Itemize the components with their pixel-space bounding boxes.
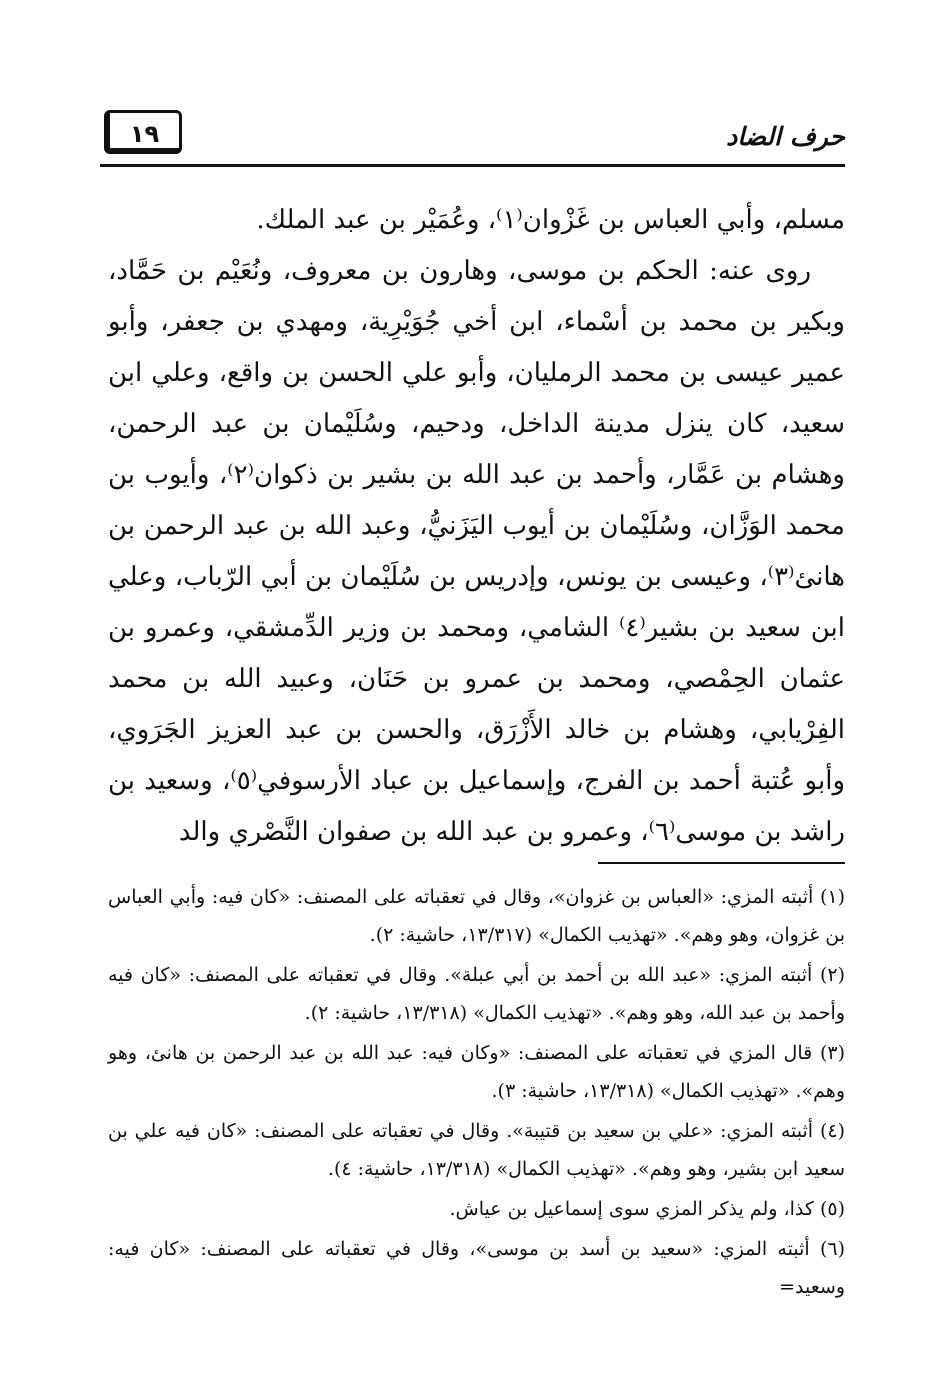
chapter-title: حرف الضاد	[726, 122, 845, 151]
paragraph-narrators: روى عنه: الحكم بن موسى، وهارون بن معروف، ونُعَيْم بن حَمَّاد، وبكير بن محمد بن أسْماء، ابن أخي جُوَيْرِية، ومهدي بن جعفر، وأبو عمير عيسى بن محمد الرمليان، وأبو علي الحسن بن واقع، وعلي ابن سعيد، كان ينزل مدينة الداخل، ودحيم، وسُلَيْمان بن عبد الرحمن، وهشام بن عَمَّار، وأحمد بن عبد الله بن بشير بن ذكوان⁽٢⁾، وأيوب بن محمد الوَزَّان، وسُلَيْمان بن أيوب اليَزَنيُّ، وعبد الله بن عبد الرحمن بن هانئ⁽٣⁾، وعيسى بن يونس، وإدريس بن سُلَيْمان بن أبي الرّباب، وعلي ابن سعيد بن بشير⁽٤⁾ الشامي، ومحمد بن وزير الدِّمشقي، وعمرو بن عثمان الحِمْصي، ومحمد بن عمرو بن حَنَان، وعبيد الله بن محمد الفِرْيابي، وهشام بن خالد الأَزْرَق، والحسن بن عبد العزيز الجَرَوي، وأبو عُتبة أحمد بن الفرج، وإسماعيل بن عباد الأرسوفي⁽٥⁾، وسعيد بن راشد بن موسى⁽٦⁾، وعمرو بن عبد الله بن صفوان النَّصْري والد	[108, 256, 845, 847]
footnote-text: أثبته المزي: «عبد الله بن أحمد بن أبي عبلة». وقال في تعقباته على المصنف: «كان فيه وأحمد بن عبد الله، وهو وهم». «تهذيب الكمال» (١٣/٣١٨، حاشية: ٢).	[108, 964, 845, 1024]
footnote-4	[108, 1112, 845, 1188]
footnote-text: أثبته المزي: «العباس بن غزوان»، وقال في تعقباته على المصنف: «كان فيه: وأبي العباس بن غزوان، وهو وهم». «تهذيب الكمال» (١٣/٣١٧، حاشية: ٢).	[108, 886, 845, 946]
footnote-text: أثبته المزي: «سعيد بن أسد بن موسى»، وقال في تعقباته على المصنف: «كان فيه: وسعيد=	[108, 1238, 845, 1298]
footnote-6	[108, 1230, 845, 1306]
page-number: ١٩	[104, 110, 182, 154]
paragraph-continuation: مسلم، وأبي العباس بن غَزْوان⁽١⁾، وعُمَيْر بن عبد الملك.	[256, 205, 845, 235]
footnote-3	[108, 1034, 845, 1110]
footnote-number: (٣)	[819, 1042, 845, 1064]
footnote-text: كذا، ولم يذكر المزي سوى إسماعيل بن عياش.	[449, 1198, 814, 1220]
main-text	[108, 195, 845, 858]
footnote-1	[108, 878, 845, 954]
footnote-2	[108, 956, 845, 1032]
footnote-number: (٥)	[819, 1198, 845, 1220]
footnote-divider	[598, 862, 845, 864]
footnote-number: (١)	[819, 886, 845, 908]
footnote-text: أثبته المزي: «علي بن سعيد بن قتيبة». وقال في تعقباته على المصنف: «كان فيه علي بن سعيد ابن بشير، وهو وهم». «تهذيب الكمال» (١٣/٣١٨، حاشية: ٤).	[108, 1120, 845, 1180]
footnote-number: (٤)	[819, 1120, 845, 1142]
footnote-text: قال المزي في تعقباته على المصنف: «وكان فيه: عبد الله بن عبد الرحمن بن هانئ، وهو وهم». «تهذيب الكمال» (١٣/٣١٨، حاشية: ٣).	[108, 1042, 845, 1102]
footnote-5	[108, 1190, 845, 1228]
header-divider	[100, 164, 845, 167]
footnote-number: (٦)	[819, 1238, 845, 1260]
footnote-number: (٢)	[819, 964, 845, 986]
footnotes	[108, 878, 845, 1308]
page-header	[100, 110, 845, 162]
